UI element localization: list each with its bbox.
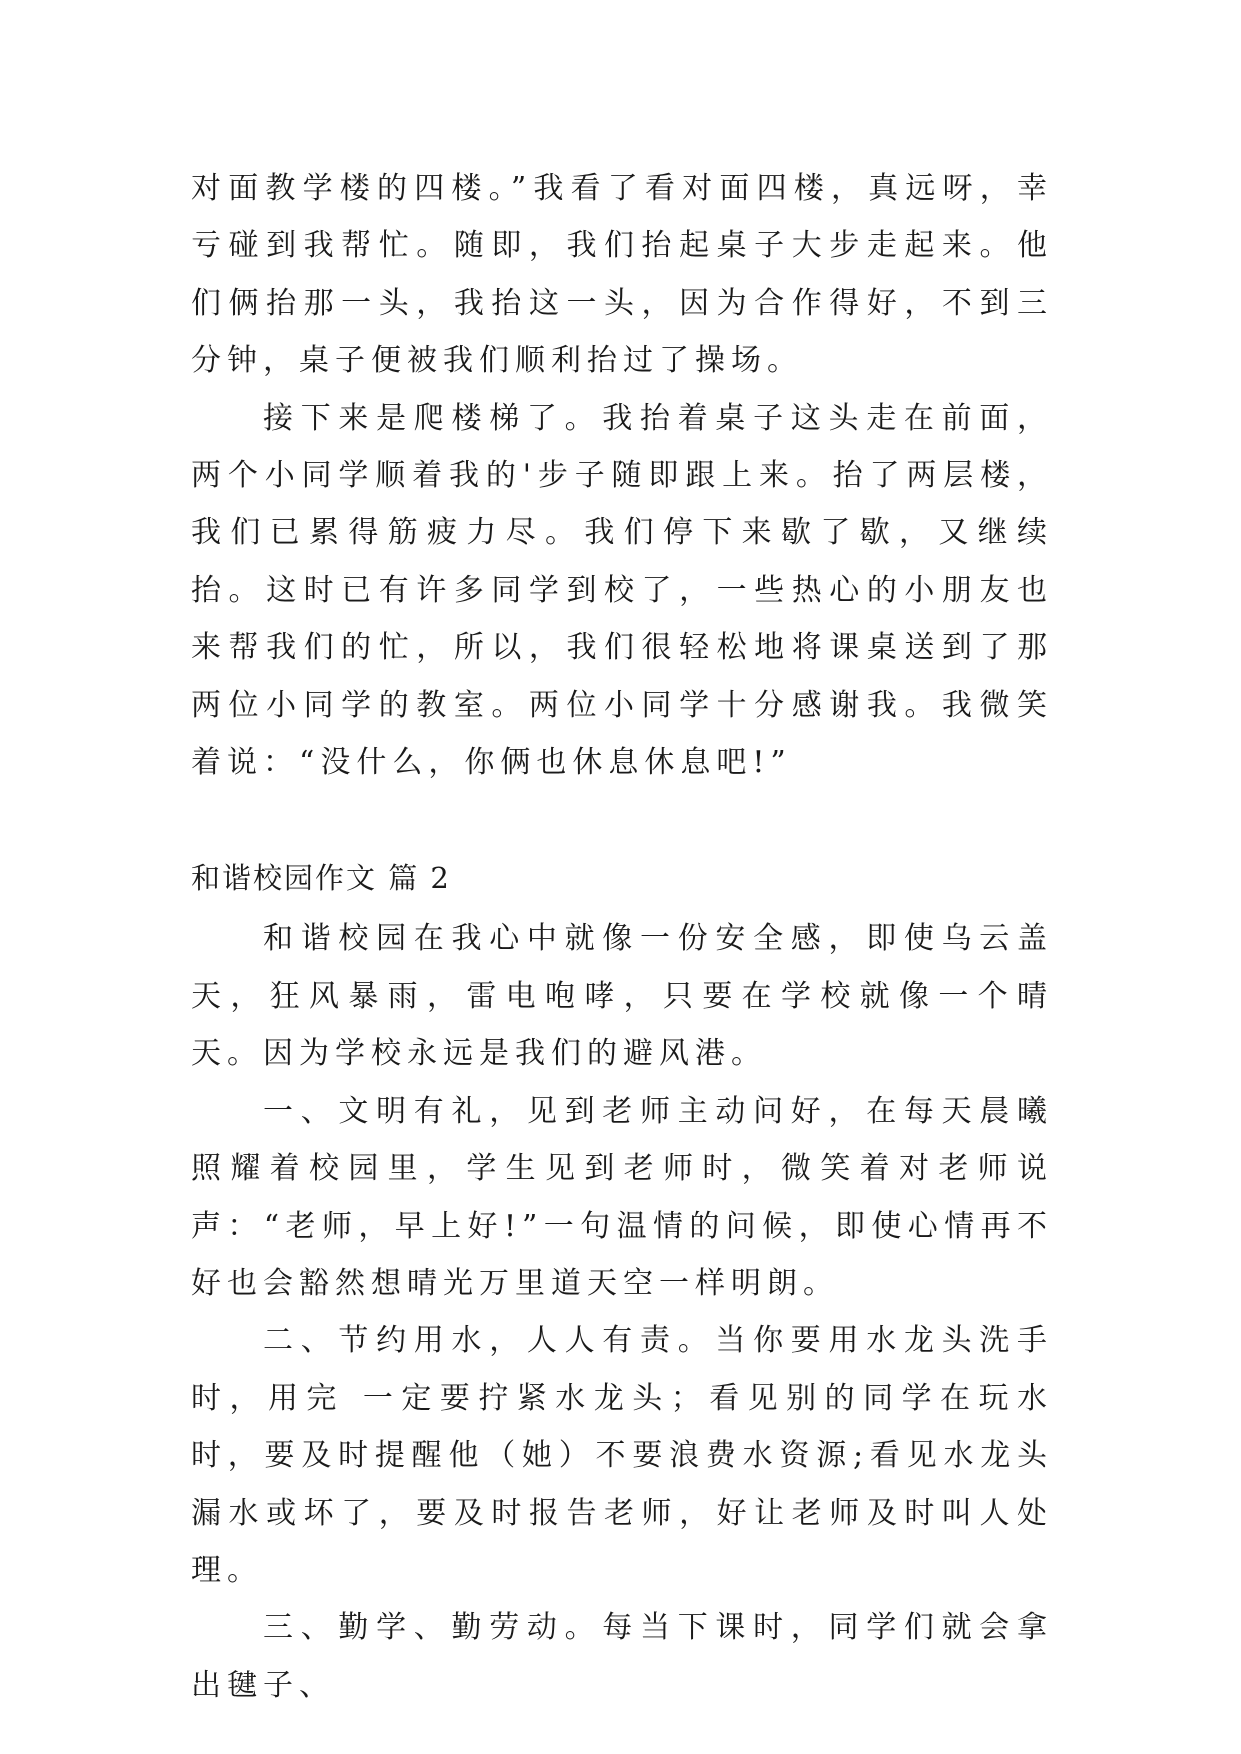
article-2-paragraph-3: 二、节约用水，人人有责。当你要用水龙头洗手时，用完 一定要拧紧水龙头；看见别的同学在玩水时，要及时提醒他（她）不要浪费水资源;看见水龙头漏水或坏了，要及时报告老师，好让老师及时叫人处理。 [191, 1323, 1053, 1588]
document-body [191, 160, 1053, 1714]
article-1-paragraph-2: 接下来是爬楼梯了。我抬着桌子这头走在前面，两个小同学顺着我的'步子随即跟上来。抬了两层楼，我们已累得筋疲力尽。我们停下来歇了歇，又继续抬。这时已有许多同学到校了，一些热心的小朋友也来帮我们的忙，所以，我们很轻松地将课桌送到了那两位小同学的教室。两位小同学十分感谢我。我微笑着说：“没什么，你俩也休息休息吧!” [191, 400, 1053, 781]
article-1-paragraph-1: 对面教学楼的四楼。”我看了看对面四楼，真远呀，幸亏碰到我帮忙。随即，我们抬起桌子大步走起来。他们俩抬那一头，我抬这一头，因为合作得好，不到三分钟，桌子便被我们顺利抬过了操场。 [191, 171, 1053, 379]
article-2-paragraph-1: 和谐校园在我心中就像一份安全感，即使乌云盖天，狂风暴雨，雷电咆哮，只要在学校就像一个晴天。因为学校永远是我们的避风港。 [191, 921, 1053, 1072]
article-2-paragraph-2: 一、文明有礼，见到老师主动问好，在每天晨曦照耀着校园里，学生见到老师时，微笑着对老师说声：“老师，早上好!”一句温情的问候，即使心情再不好也会豁然想晴光万里道天空一样明朗。 [191, 1093, 1053, 1301]
article-2-title: 和谐校园作文 篇 2 [191, 861, 451, 896]
article-2-paragraph-4: 三、勤学、勤劳动。每当下课时，同学们就会拿出毽子、 [191, 1610, 1053, 1703]
